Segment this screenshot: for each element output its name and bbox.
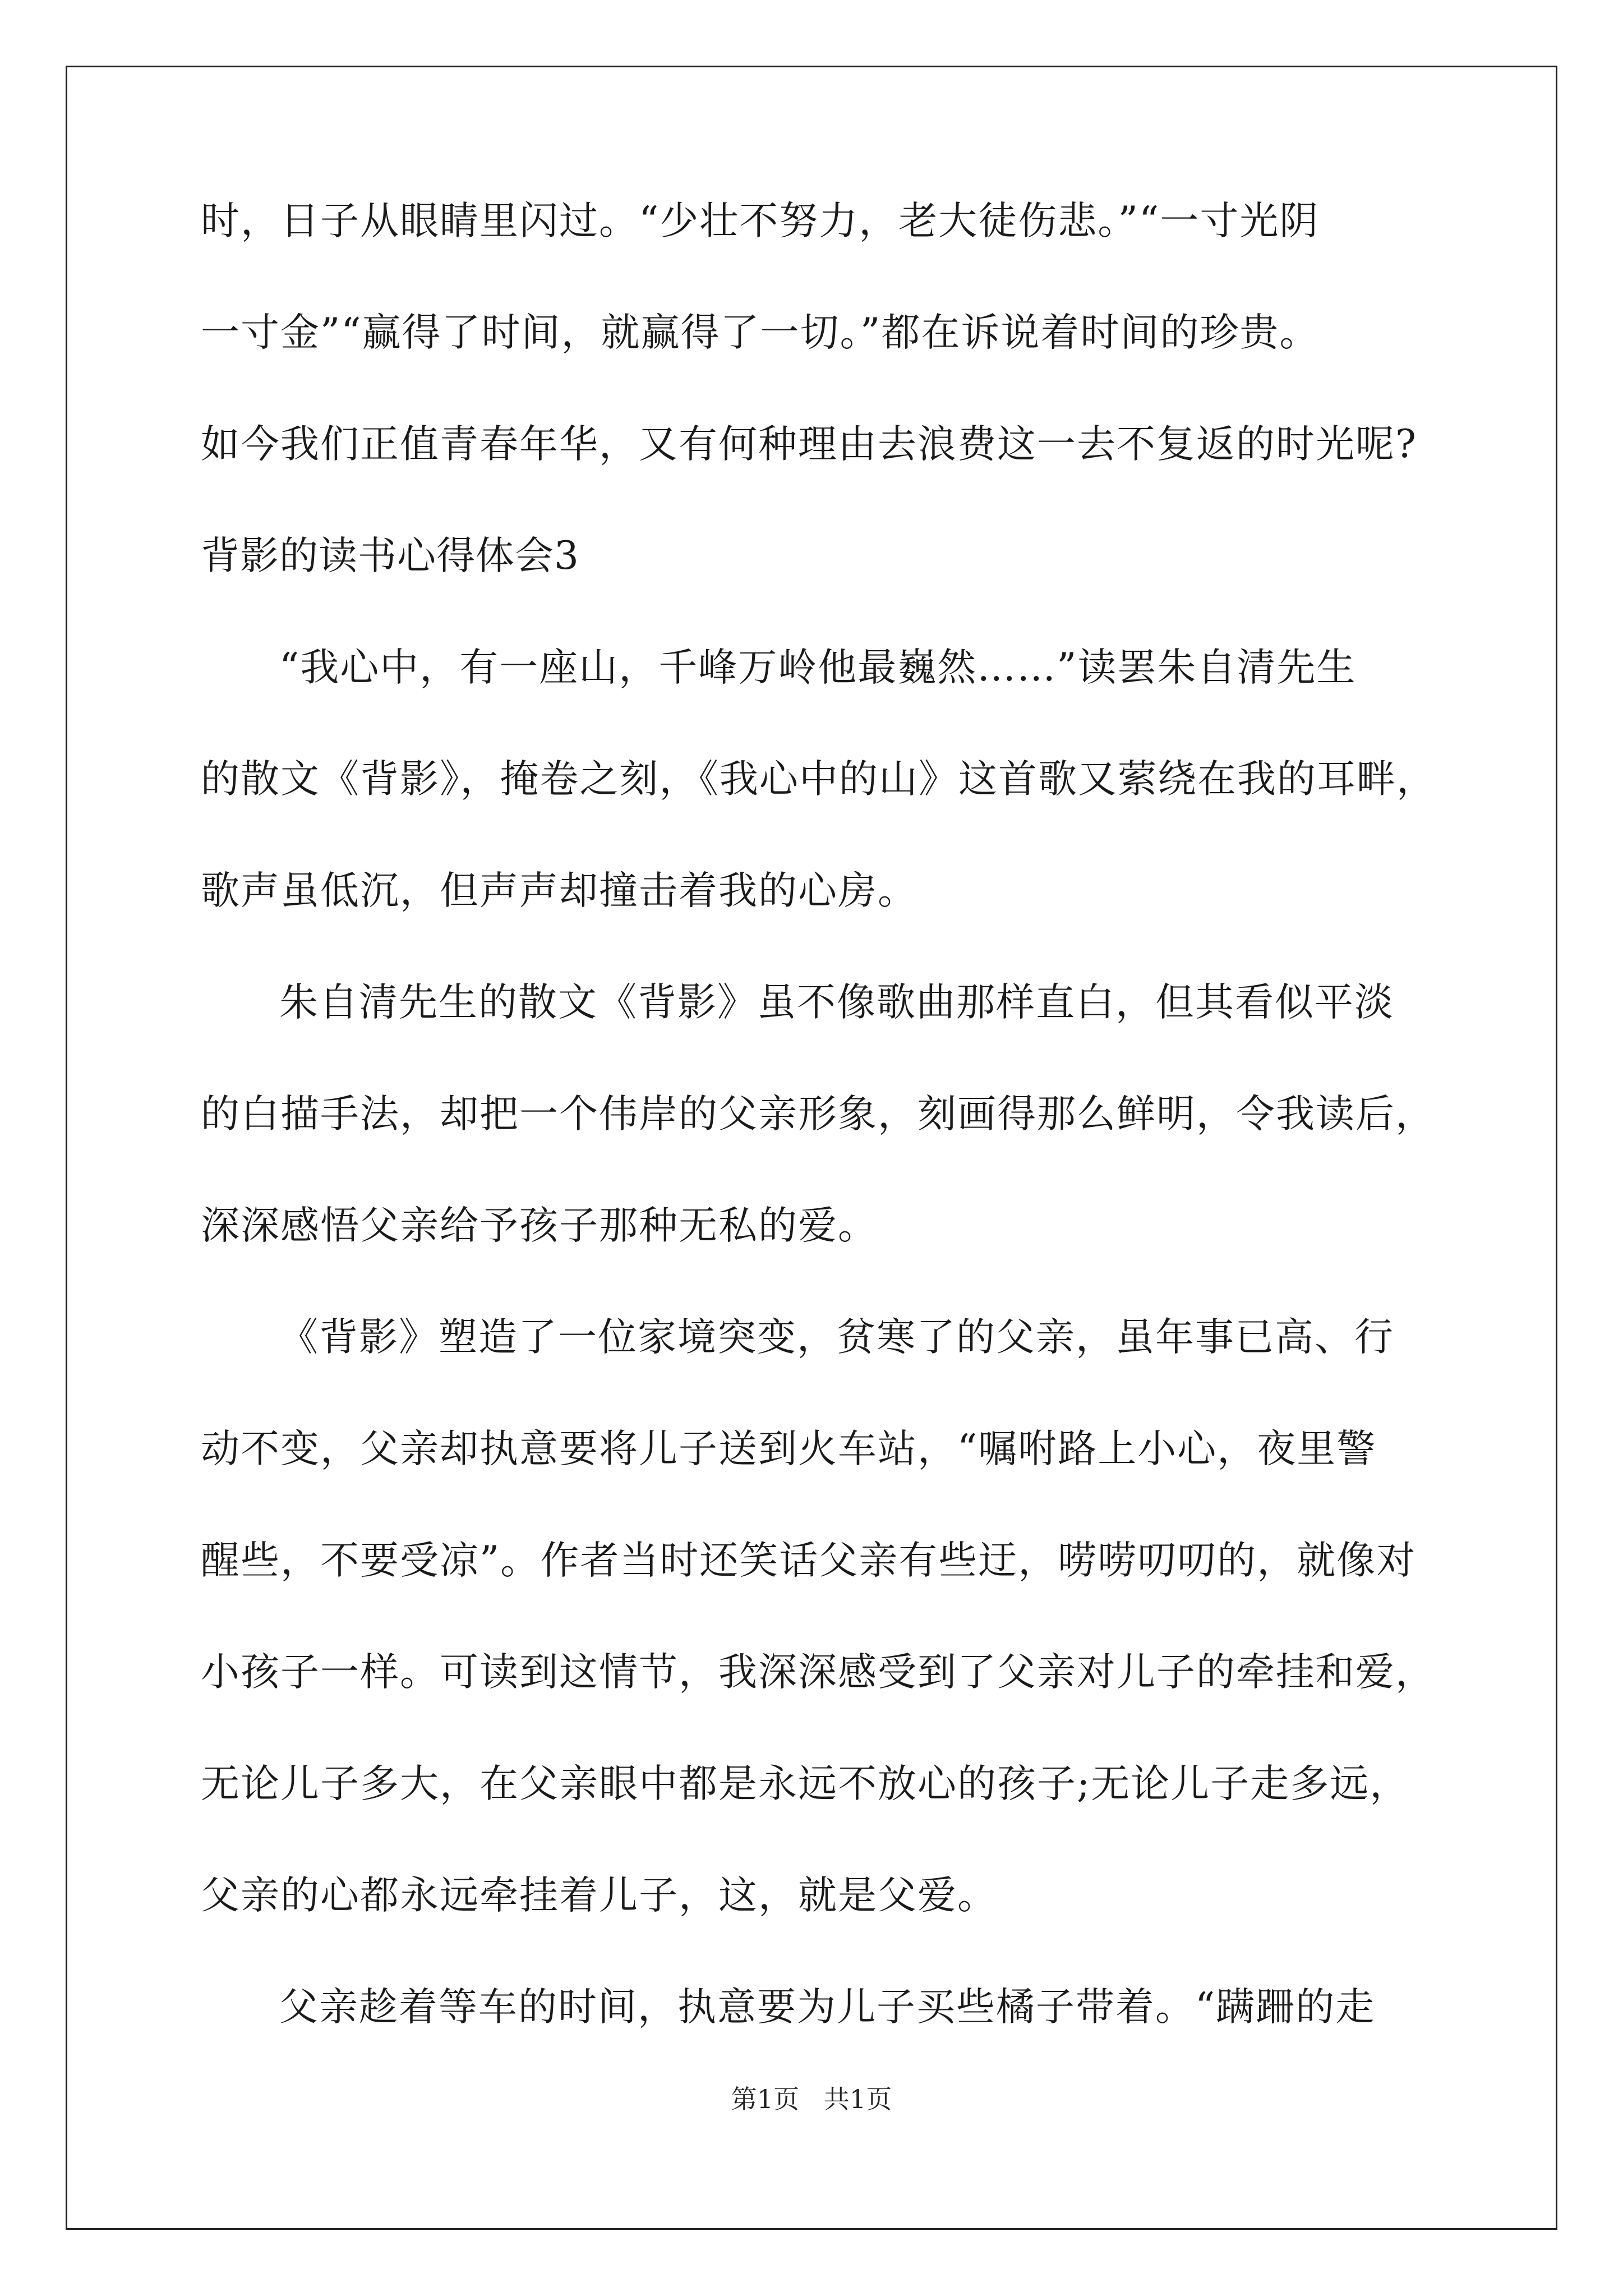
paragraph-first-line: 父亲趁着等车的时间，执意要为儿子买些橘子带着。“蹒跚的走	[279, 1985, 1376, 2030]
paragraph-first-line: “我心中，有一座山，千峰万岭他最巍然……”读罢朱自清先生	[279, 645, 1357, 690]
text-line: 小孩子一样。可读到这情节，我深深感受到了父亲对儿子的牵挂和爱，	[201, 1650, 1435, 1695]
text-line: 父亲的心都永远牵挂着儿子，这，就是父爱。	[201, 1873, 997, 1918]
text-line: 醒些，不要受凉”。作者当时还笑话父亲有些迂，唠唠叨叨的，就像对	[201, 1538, 1417, 1583]
text-line: 无论儿子多大，在父亲眼中都是永远不放心的孩子;无论儿子走多远，	[201, 1761, 1410, 1806]
page-footer: 第1页 共1页	[731, 2084, 892, 2114]
text-line: 歌声虽低沉，但声声却撞击着我的心房。	[201, 868, 917, 913]
paragraph-first-line: 朱自清先生的散文《背影》虽不像歌曲那样直白，但其看似平淡	[279, 980, 1394, 1025]
document-body	[201, 199, 1446, 2100]
text-line: 的白描手法，却把一个伟岸的父亲形象，刻画得那么鲜明，令我读后，	[201, 1092, 1435, 1137]
text-line: 如今我们正值青春年华，又有何种理由去浪费这一去不复返的时光呢?	[201, 422, 1417, 467]
text-line: 时，日子从眼睛里闪过。“少壮不努力，老大徒伤悲。”“一寸光阴	[201, 199, 1320, 243]
text-line: 的散文《背影》，掩卷之刻，《我心中的山》这首歌又萦绕在我的耳畔，	[201, 757, 1436, 802]
paragraph-first-line: 《背影》塑造了一位家境突变，贫寒了的父亲，虽年事已高、行	[279, 1315, 1394, 1360]
text-line: 动不变，父亲却执意要将儿子送到火车站，“嘱咐路上小心，夜里警	[201, 1427, 1377, 1471]
text-line: 深深感悟父亲给予孩子那种无私的爱。	[201, 1203, 878, 1248]
section-heading: 背影的读书心得体会3	[201, 533, 579, 578]
text-line: 一寸金”“赢得了时间，就赢得了一切。”都在诉说着时间的珍贵。	[201, 310, 1320, 355]
